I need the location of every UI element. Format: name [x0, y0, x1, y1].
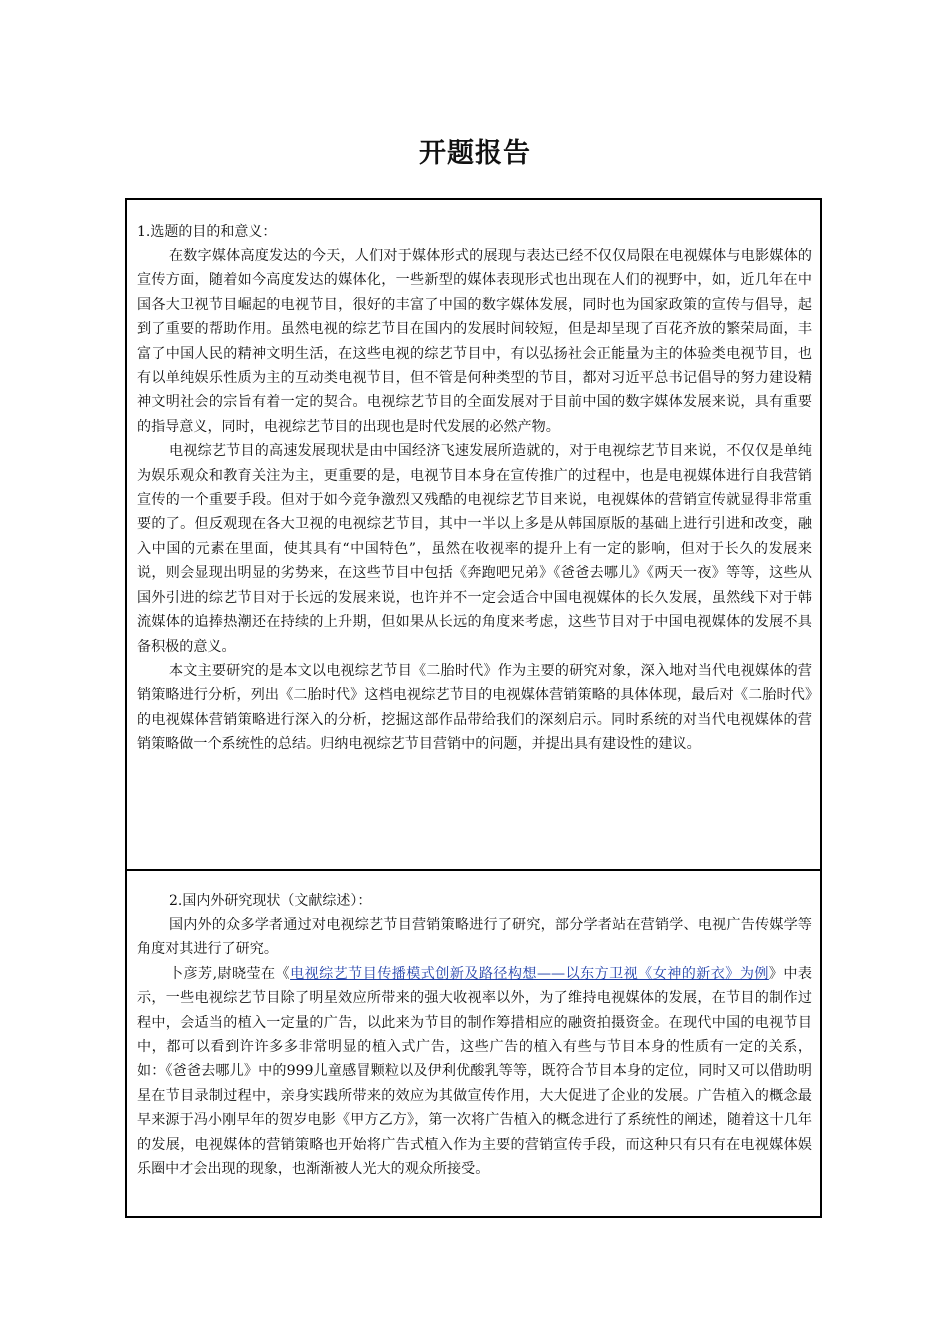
page-title: 开题报告	[419, 138, 531, 169]
report-table	[125, 198, 822, 1218]
section-heading: 2.国内外研究现状（文献综述）：	[169, 893, 372, 909]
section-heading: 1.选题的目的和意义：	[137, 224, 277, 240]
paragraph: 本文主要研究的是本文以电视综艺节目《二胎时代》作为主要的研究对象，深入地对当代电视媒体的营销策略进行分析，列出《二胎时代》这档电视综艺节目的电视媒体营销策略的具体体现，最后对《二胎时代》的电视媒体营销策略进行深入的分析，挖掘这部作品带给我们的深刻启示。同时系统的对当代电视媒体的营销策略做一个系统性的总结。归纳电视综艺节目营销中的问题，并提出具有建设性的建议。	[137, 662, 812, 753]
paragraph: 电视综艺节目的高速发展现状是由中国经济飞速发展所造就的，对于电视综艺节目来说，不仅仅是单纯为娱乐观众和教育关注为主，更重要的是，电视节目本身在宣传推广的过程中，也是电视媒体进行自我营销宣传的一个重要手段。但对于如今竞争激烈又残酷的电视综艺节目来说，电视媒体的营销宣传就显得非常重要的了。但反观现在各大卫视的电视综艺节目，其中一半以上多是从韩国原版的基础上进行引进和改变，融入中国的元素在里面，使其具有“中国特色”，虽然在收视率的提升上有一定的影响，但对于长久的发展来说，则会显现出明显的劣势来，在这些节目中包括《奔跑吧兄弟》《爸爸去哪儿》《两天一夜》等等，这些从国外引进的综艺节目对于长远的发展来说，也许并不一定会适合中国电视媒体的长久发展，虽然线下对于韩流媒体的追捧热潮还在持续的上升期，但如果从长远的角度来考虑，这些节目对于中国电视媒体的发展不具备积极的意义。	[137, 443, 812, 655]
section-literature-review	[127, 871, 820, 1216]
section-purpose	[127, 200, 820, 871]
paragraph	[137, 962, 812, 1182]
paragraph-lead: 卜彦芳,尉晓莹在《	[169, 965, 291, 982]
citation-link[interactable]: 电视综艺节目传播模式创新及路径构想——以东方卫视《女神的新衣》为例	[290, 965, 769, 982]
paragraph-body: 》中表示，一些电视综艺节目除了明星效应所带来的强大收视率以外，为了维持电视媒体的发展，在节目的制作过程中，会适当的植入一定量的广告，以此来为节目的制作筹措相应的融资拍摄资金。在现代中国的电视节目中，都可以看到许许多多非常明显的植入式广告，这些广告的植入有些与节目本身的性质有一定的关系，如：《爸爸去哪儿》中的999儿童感冒颗粒以及伊利优酸乳等等，既符合节目本身的定位，同时又可以借助明星在节目录制过程中，亲身实践所带来的效应为其做宣传作用，大大促进了企业的发展。广告植入的概念最早来源于冯小刚早年的贺岁电影《甲方乙方》，第一次将广告植入的概念进行了系统性的阐述，随着这十几年的发展，电视媒体的营销策略也开始将广告式植入作为主要的营销宣传手段，而这种只有只有在电视媒体娱乐圈中才会出现的现象，也渐渐被人光大的观众所接受。	[137, 965, 813, 1178]
paragraph: 国内外的众多学者通过对电视综艺节目营销策略进行了研究，部分学者站在营销学、电视广告传媒学等角度对其进行了研究。	[137, 917, 812, 958]
paragraph: 在数字媒体高度发达的今天，人们对于媒体形式的展现与表达已经不仅仅局限在电视媒体与电影媒体的宣传方面，随着如今高度发达的媒体化，一些新型的媒体表现形式也出现在人们的视野中，如，近几年在中国各大卫视节目崛起的电视节目，很好的丰富了中国的数字媒体发展，同时也为国家政策的宣传与倡导，起到了重要的帮助作用。虽然电视的综艺节目在国内的发展时间较短，但是却呈现了百花齐放的繁荣局面，丰富了中国人民的精神文明生活，在这些电视的综艺节目中，有以弘扬社会正能量为主的体验类电视节目，也有以单纯娱乐性质为主的互动类电视节目，但不管是何种类型的节目，都对习近平总书记倡导的努力建设精神文明社会的宗旨有着一定的契合。电视综艺节目的全面发展对于目前中国的数字媒体发展来说，具有重要的指导意义，同时，电视综艺节目的出现也是时代发展的必然产物。	[137, 248, 812, 435]
